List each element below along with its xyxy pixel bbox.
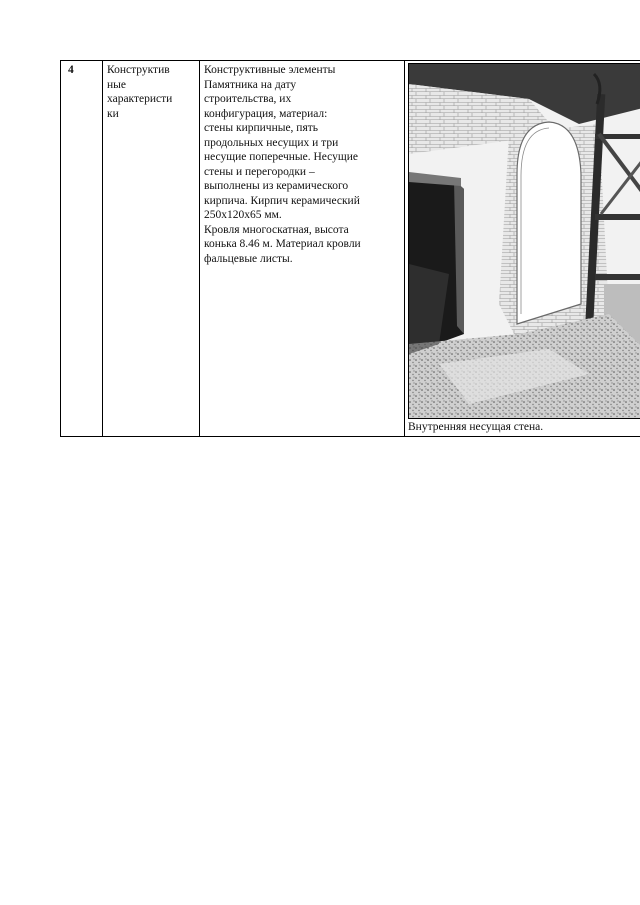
description-line: фальцевые листы. [204,252,293,265]
wall-photo [408,63,640,419]
row-name-line: ные [107,78,126,91]
photo-cell [405,61,640,437]
table-row [61,61,640,437]
row-name-line: характеристи [107,93,173,105]
photo-caption: Внутренняя несущая стена. [408,421,544,433]
description-line: Кровля многоскатная, высота [204,223,349,236]
description-line: кирпича. Кирпич керамический [204,194,360,207]
description-line: несущие поперечные. Несущие [204,151,358,163]
description-line: строительства, их [204,93,292,105]
description-line: конька 8.46 м. Материал кровли [204,238,361,250]
description-line: продольных несущих и три [204,136,339,149]
row-name-line: ки [107,107,119,120]
characteristics-table [60,60,640,437]
row-name [103,61,200,437]
row-name-line: Конструктив [107,64,170,76]
description-line: стены кирпичные, пять [204,122,319,134]
row-description [200,61,405,437]
description-line: 250x120x65 мм. [204,209,282,221]
description-line: конфигурация, материал: [204,107,328,120]
description-line: выполнены из керамического [204,180,349,192]
description-line: Памятника на дату [204,78,297,91]
row-number: 4 [61,61,103,437]
description-line: Конструктивные элементы [204,64,336,76]
description-line: стены и перегородки – [204,165,315,178]
